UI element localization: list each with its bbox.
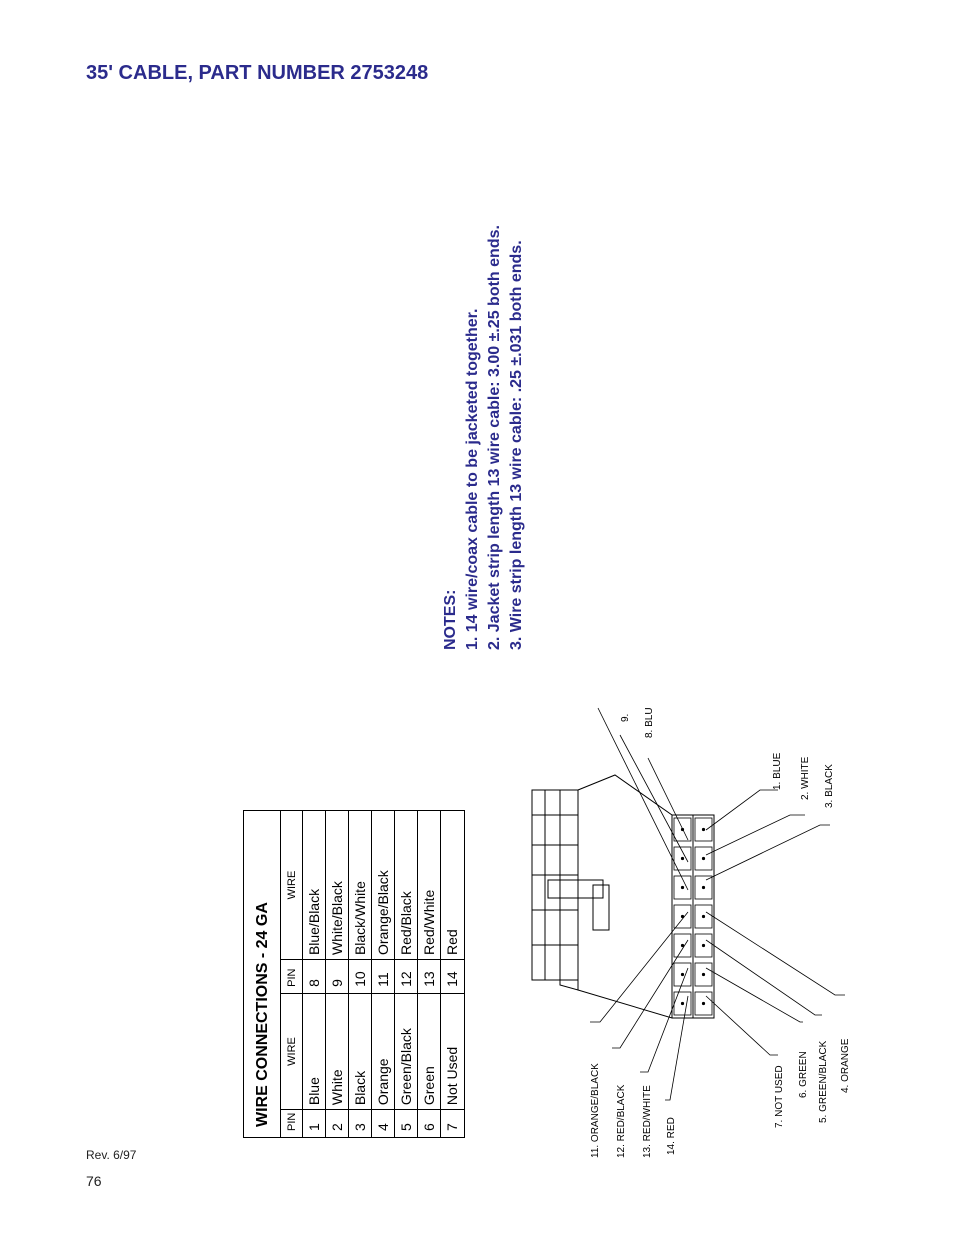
leader-line (640, 968, 688, 1072)
wire-cell: White/Black (329, 881, 345, 956)
header-wire: WIRE (286, 870, 298, 900)
pin-contact (702, 973, 705, 976)
leader-line (665, 996, 688, 1100)
pin-contact (702, 886, 705, 889)
pin-label-3: 3. BLACK (824, 764, 835, 808)
pin-contact (702, 857, 705, 860)
revision-note: Rev. 6/97 (86, 1148, 137, 1162)
pin-contact (681, 973, 684, 976)
pin-cell: 7 (441, 1109, 464, 1137)
pin-label-14: 14. RED (666, 1117, 677, 1155)
wire-cell: Orange/Black (375, 870, 391, 956)
note-item: 1. 14 wire/coax cable to be jacketed together. (464, 308, 481, 650)
pin-label-9: 9. (620, 713, 631, 722)
pin-label-11: 11. ORANGE/BLACK (590, 1063, 601, 1158)
leader-line (706, 815, 805, 855)
pin-contact (702, 1002, 705, 1005)
pin-contact (702, 828, 705, 831)
pin-label-4: 4. ORANGE (840, 1038, 851, 1093)
leader-line (706, 790, 778, 830)
pin-contact (702, 915, 705, 918)
wire-cell: Blue (303, 993, 325, 1109)
header-pin: PIN (281, 959, 302, 993)
pin-cell: 14 (441, 959, 464, 993)
pin-cell: 8 (303, 959, 325, 993)
pin-cell: 12 (395, 959, 417, 993)
pin-label-7: 7. NOT USED (774, 1065, 785, 1128)
pin-contact (681, 886, 684, 889)
pin-cell: 1 (303, 1109, 325, 1137)
leader-line (612, 940, 688, 1048)
wire-cell: Orange (372, 993, 394, 1109)
pin-cell: 5 (395, 1109, 417, 1137)
notes-heading: NOTES: (442, 589, 459, 650)
wire-cell: Red/White (421, 889, 437, 956)
pin-label-2: 2. WHITE (800, 756, 811, 800)
leader-line (706, 825, 830, 880)
pin-contact (681, 1002, 684, 1005)
pin-cell: 11 (372, 959, 394, 993)
wire-cell: Red/Black (398, 891, 414, 956)
leader-line (706, 968, 803, 1022)
wire-cell: Black (349, 993, 371, 1109)
page-title: 35' CABLE, PART NUMBER 2753248 (86, 62, 429, 84)
leader-line (706, 940, 822, 1015)
pin-cell: 13 (418, 959, 440, 993)
wire-cell: Not Used (441, 993, 464, 1109)
leader-line (598, 708, 688, 890)
wire-cell: Black/White (352, 881, 368, 956)
wire-cell: Red (444, 929, 460, 956)
pin-cell: 2 (326, 1109, 348, 1137)
pin-label-6: 6. GREEN (798, 1051, 809, 1098)
pin-cell: 9 (326, 959, 348, 993)
wire-cell: Green (418, 993, 440, 1109)
wire-cell: Green/Black (395, 993, 417, 1109)
pin-cell: 3 (349, 1109, 371, 1137)
pin-cell: 4 (372, 1109, 394, 1137)
pin-contact (702, 944, 705, 947)
wire-cell: Blue/Black (306, 888, 322, 956)
pin-label-1: 1. BLUE (772, 752, 783, 790)
page-number: 76 (86, 1173, 102, 1189)
note-item: 2. Jacket strip length 13 wire cable: 3.00 ±.25 both ends. (486, 225, 503, 650)
leader-line (706, 912, 845, 995)
note-item: 3. Wire strip length 13 wire cable: .25 ±.031 both ends. (508, 240, 525, 650)
leader-line (706, 996, 778, 1055)
pin-label-12: 12. RED/BLACK (616, 1084, 627, 1158)
wire-table-title: WIRE CONNECTIONS - 24 GA (254, 902, 271, 1127)
pin-label-5: 5. GREEN/BLACK (818, 1040, 829, 1123)
header-pin: PIN (281, 1109, 302, 1137)
leader-line (620, 735, 688, 862)
wire-cell: White (326, 993, 348, 1109)
pin-contact (681, 857, 684, 860)
pin-cell: 6 (418, 1109, 440, 1137)
header-wire: WIRE (281, 993, 302, 1109)
connector-drawing (532, 775, 714, 1018)
pin-cell: 10 (349, 959, 371, 993)
pin-label-8: 8. BLU (644, 707, 655, 738)
pin-label-13: 13. RED/WHITE (642, 1085, 653, 1158)
